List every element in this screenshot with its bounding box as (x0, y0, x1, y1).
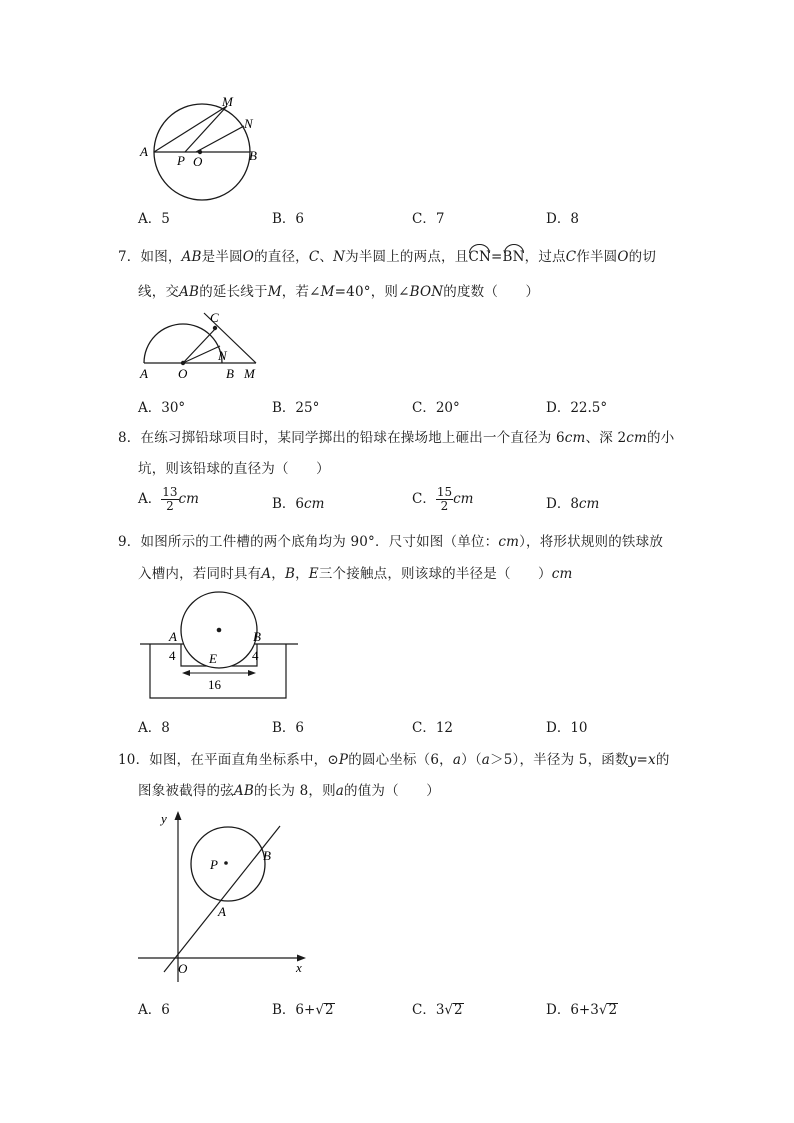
label-A: A (169, 629, 177, 644)
label-E: E (209, 651, 217, 666)
sqrt-sign: √ (598, 1002, 608, 1018)
arc-BN: BN (502, 249, 525, 265)
q8-option-b[interactable]: B．6cm (272, 496, 325, 512)
radius-OC (183, 328, 216, 363)
fraction-15-2: $\frac{15}{2}$ (436, 485, 453, 513)
ball-center-dot (217, 628, 222, 633)
arrowhead-left (182, 670, 190, 676)
sqrt-sign: √ (315, 1002, 324, 1018)
q8-stem-line2: 坑，则该铅球的直径为（ ） (138, 461, 330, 477)
sqrt-sign: √ (444, 1002, 454, 1018)
semicircle-q7 (144, 324, 222, 363)
label-O: O (178, 961, 188, 976)
label-y: y (161, 811, 167, 826)
figure-q7 (132, 308, 272, 386)
figure-q6 (130, 90, 280, 205)
q7-option-b[interactable]: B．25° (272, 400, 320, 416)
label-M: M (222, 94, 233, 109)
figure-q10 (134, 806, 314, 988)
label-x: x (296, 960, 302, 975)
q8-option-d[interactable]: D．8cm (546, 496, 600, 512)
tangent-point-C (213, 326, 217, 330)
q9-stem-line2: 入槽内，若同时具有A，B，E三个接触点，则该球的半径是（ ）cm (138, 566, 573, 582)
q8-option-c[interactable]: C． $\frac{15}{2}$ cm (412, 485, 474, 513)
label-A: A (140, 144, 148, 159)
q10-stem-line1: 10．如图，在平面直角坐标系中，⊙P的圆心坐标（6，a）（a＞5），半径为 5，函数y=x的 (118, 752, 670, 768)
label-N: N (218, 348, 227, 363)
y-axis-arrow (175, 811, 182, 820)
label-N: N (244, 116, 253, 131)
figure-q9 (136, 590, 306, 705)
label-P: P (210, 857, 218, 872)
q6-option-d[interactable]: D．8 (546, 211, 579, 227)
label-M: M (244, 366, 255, 381)
q10-option-c[interactable]: C．3√2 (412, 1002, 463, 1018)
label-P: P (177, 153, 185, 168)
label-B: B (249, 148, 257, 163)
label-B: B (263, 848, 271, 863)
q6-option-c[interactable]: C．7 (412, 211, 445, 227)
label-B: B (253, 629, 261, 644)
q8-option-a[interactable]: A． $\frac{13}{2}$ cm (138, 485, 199, 513)
q9-option-b[interactable]: B．6 (272, 720, 305, 736)
dim-right-4: 4 (252, 648, 259, 663)
label-O: O (178, 366, 188, 381)
q9-option-c[interactable]: C．12 (412, 720, 454, 736)
q9-option-d[interactable]: D．10 (546, 720, 588, 736)
label-O: O (193, 154, 203, 169)
q6-option-b[interactable]: B．6 (272, 211, 305, 227)
dim-left-4: 4 (169, 648, 176, 663)
circle-P (191, 827, 265, 901)
segment-ON (196, 126, 244, 152)
label-C: C (210, 310, 219, 325)
q7-option-a[interactable]: A．30° (138, 400, 186, 416)
q6-option-a[interactable]: A．5 (138, 211, 170, 227)
q10-option-b[interactable]: B．6+√2 (272, 1002, 334, 1018)
dim-width-16: 16 (208, 677, 221, 692)
center-dot-O-q7 (181, 361, 185, 365)
center-dot-P (224, 861, 228, 865)
q9-option-a[interactable]: A．8 (138, 720, 170, 736)
q10-stem-line2: 图象被截得的弦AB的长为 8，则a的值为（ ） (138, 783, 440, 799)
q7-stem-line2: 线，交AB的延长线于M，若∠M=40°，则∠BON的度数（ ） (138, 284, 540, 300)
label-A: A (140, 366, 148, 381)
arrowhead-right (248, 670, 256, 676)
q7-option-d[interactable]: D．22.5° (546, 400, 608, 416)
q10-option-a[interactable]: A．6 (138, 1002, 170, 1018)
arc-CN: CN (468, 249, 491, 265)
q9-stem-line1: 9．如图所示的工件槽的两个底角均为 90°．尺寸如图（单位：cm），将形状规则的铁球放 (118, 534, 664, 550)
label-A: A (218, 904, 226, 919)
q10-option-d[interactable]: D．6+3√2 (546, 1002, 618, 1018)
q8-stem-line1: 8．在练习掷铅球项目时，某同学掷出的铅球在操场地上砸出一个直径为 6cm、深 2cm的小 (118, 430, 675, 446)
q7-stem-line1: 7．如图，AB是半圆O的直径，C、N为半圆上的两点，且CN=BN，过点C作半圆O的切 (118, 249, 657, 265)
q7-option-c[interactable]: C．20° (412, 400, 460, 416)
radius-ON (183, 346, 220, 363)
fraction-13-2: $\frac{13}{2}$ (162, 485, 178, 513)
label-B: B (226, 366, 234, 381)
